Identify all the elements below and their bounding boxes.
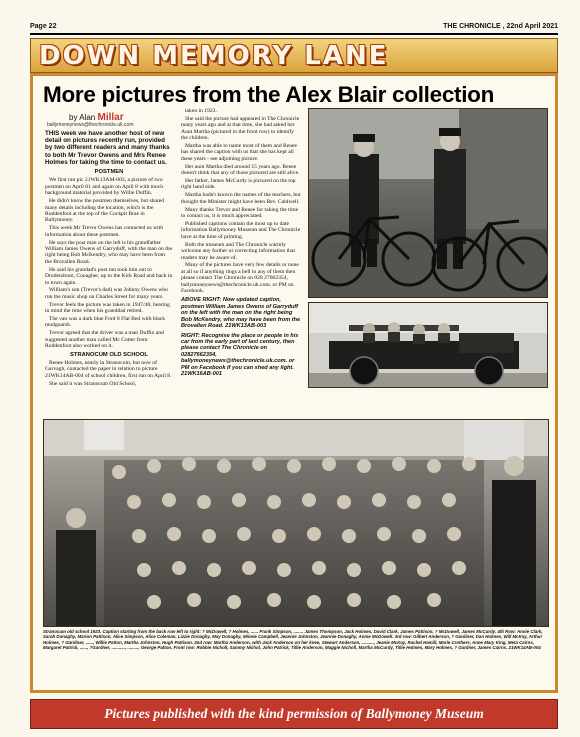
byline-prefix: by Alan: [69, 113, 96, 122]
vintage-car-photo: [308, 302, 548, 388]
footer-credit: Pictures published with the kind permission of Ballymoney Museum: [104, 706, 484, 721]
publication-date: THE CHRONICLE , 22nd April 2021: [443, 23, 558, 30]
article-column-2: [181, 108, 301, 379]
article-frame: [30, 73, 558, 693]
byline-name: Millar: [97, 112, 124, 123]
paragraph: She said it was Stranocum Old School,: [49, 380, 137, 387]
article-intro: THIS week we have another host of new detail on pictures recently run, provided by two different readers and many thanks to both Mr Trevor Owens and Mrs Renee Holmes for taking the time to contact us.: [45, 130, 170, 166]
section-banner: [30, 38, 558, 73]
paragraph: Many of the pictures have very few details or none at all so if anything rings a bell in any of them then please contact The Chronicle on 028 27662354, ballymoneynews@thechronicle.uk.com. or PM on Facebook.: [181, 262, 299, 295]
section-heading-stranocum: STRANOCUM OLD SCHOOL: [70, 351, 148, 358]
paragraph: She said the picture had appeared in The Chronicle many years ago and at that time, she had asked her Aunt Martha (pictured in the front row) to identify the children.: [181, 115, 300, 142]
paragraph: Her aunt Martha died around 15 years ago. Renee doesn't think that any of those pictured are still alive.: [181, 163, 300, 177]
paragraph: Trevor feels the picture was taken in 1947/48, bearing in mind the time when his granddad retired.: [45, 301, 170, 315]
paragraph: Many thanks Trevor and Renee for taking the time to contact us, it is much appreciated.: [181, 206, 299, 220]
paragraph: Martha hadn't known the names of the teachers, but thought the Minister might have been Rev. Caldwell.: [181, 192, 301, 205]
header-rule: [30, 33, 558, 35]
paragraph: Martha was able to name most of them and Renee has shared the caption with us that she has kept all these years - see adjoining picture.: [181, 143, 297, 162]
postmen-photo: [308, 108, 548, 298]
article-column-1: [45, 130, 173, 389]
byline-email: ballymoneynews@thechronicle.uk.com: [47, 122, 134, 128]
page-number: Page 22: [30, 23, 57, 30]
paragraph: taken in 1923.: [185, 108, 217, 114]
school-photo-caption: Stranocum old school 1923. Caption starting from the back row left to right: ? McDowell, ? Holmes, ...... Frank Simpson, ........ James Thompson, Jack Holmes, David Clark, James Pattison, ? McDowell, James McCurdy. 4th Row: Annie Clark, Sarah Donaghy, Marion Pattison, Alice Simpson, Alice Coleman, Lizzie Donaghy, May Donaghy, Minnie Campbell, Jeannie Johnston, Jeannie Donaghy, Annie McDowell. 3rd row: Gilbert Anderson, ? Gardiner, Dan Holmes, Will McKay, Arthur Holmes, ? Gardiner, ......, Willie Patton, Martha Johnston, Hugh Pattison. 2nd row: Martha Anderson, with Jack Anderson on her knee, Stewart Anderson, .........., Jeanie McKay, Rachel Hamill, Marie Crothers, Anne Mary King, Meta Cairns, Margaret Patrick, ......, ?Gardner, ..........., ........., George Patton. Front row: Robbie Nicholl, Sammy Nichol, John Patrick, Tillie Anderson, Maggie Nicholl, Martha McCurdy, Tillie Holmes, Mary Holmes, ? Gardner, James Cairns. 21WK14AB-004: [43, 629, 543, 650]
paragraph: William's son (Trevor's dad) was Johnny Owens who run the music shop on Charles Street for many years.: [45, 287, 168, 300]
paragraph: This week Mr Trevor Owens has contacted us with information about these postmen.: [45, 225, 164, 238]
paragraph: Trevor agreed that the driver was a man Duffin and suggested another man called Mc Cotter from Roddenfoot also worked on it.: [45, 330, 164, 350]
article-headline: More pictures from the Alex Blair collection: [43, 82, 495, 107]
paragraph: He didn't know the postmen themselves, but shared many details including the location, which is the Roddenfoot at the top of the Cockpit Brae in Ballymoney.: [45, 198, 165, 224]
paragraph: Renee Holmes, nearly in Stranocum, but now of Garvagh, contacted the paper in relation to picture 21WK14AB-004 of school children, first run on April 8.: [45, 359, 172, 379]
paragraph: Her father, James McCurdy is pictured on the top right hand side.: [181, 178, 296, 191]
paragraph: We first ran pic 21WK13AM-003, a picture of two postmen on April 01 and again on April 8 with much background material provided by Willie Duffin.: [45, 177, 164, 197]
paragraph: He says the post man on the left is his grandfather William James Owens of Garryduff, with the man on the right being Bob McKendry, who may have been from the Brovallen Road.: [45, 239, 173, 265]
section-heading-postmen: POSTMEN: [94, 169, 124, 176]
caption-right: RIGHT: Recognise the place or people in his car from the early part of last century, then please contact The Chronicle on 02827662354, ballymoneynews@thechronicle.uk.com. or PM on Facebook if you can shed any light. 21WK16AB-001: [181, 332, 299, 377]
paragraph: Both the museum and The Chronicle warmly welcome any further or correcting information that readers may be aware of.: [181, 241, 296, 261]
paragraph: Published captions contain the most up to date information Ballymoney Museum and The Chronicle have at the time of printing.: [181, 221, 301, 240]
school-group-photo: [43, 419, 549, 627]
paragraph: The van was a dark blue Ford 8 Flat Bed with black mudguards.: [45, 316, 166, 329]
paragraph: He said his grandad's post run took him out to Drudendrum, Conagher, up to the Kirk Road and back in to town again.: [45, 266, 173, 286]
caption-above-right: ABOVE RIGHT: Now updated caption, postmen William James Owens of Garryduff on the left with the man on the right being Bob McKendry, who may have been from the Brovallen Road. 21WK13AB-003: [181, 297, 301, 330]
footer-banner: [30, 699, 558, 729]
banner-title: DOWN MEMORY LANE: [39, 41, 389, 71]
